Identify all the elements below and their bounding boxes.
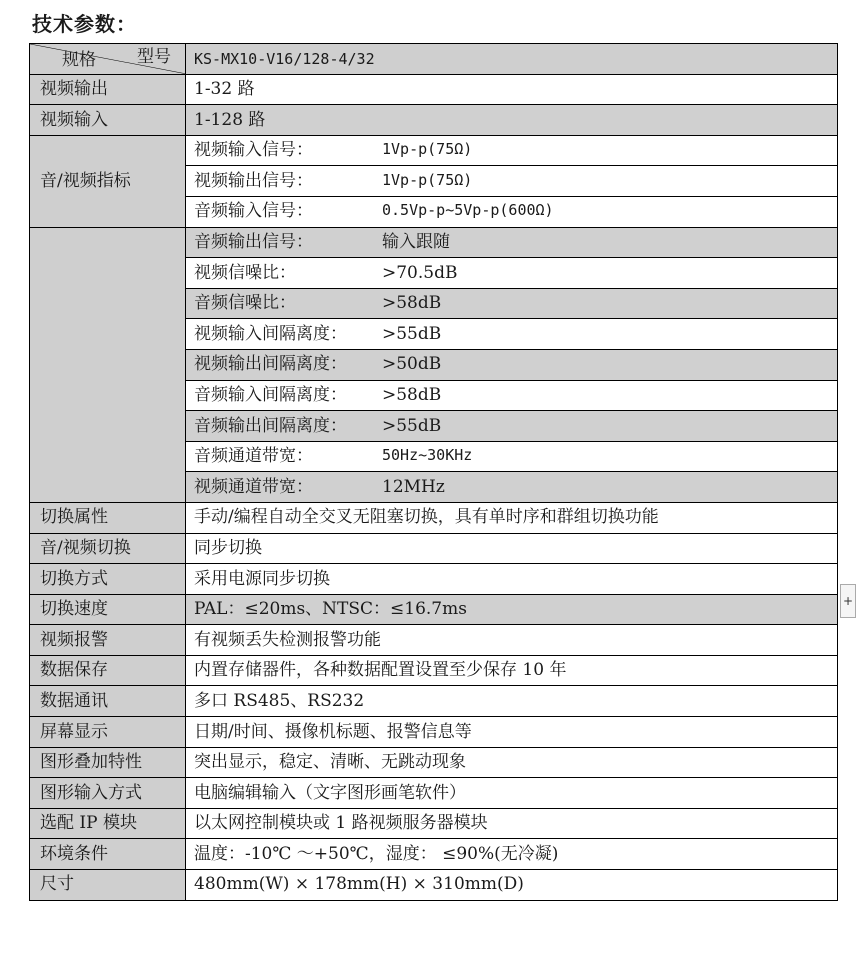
row-value: 同步切换 <box>186 533 838 564</box>
row-label: 切换方式 <box>30 564 186 595</box>
sub-value: 1Vp-p(75Ω) <box>382 170 473 189</box>
table-row <box>30 105 838 136</box>
sub-label: 音频输出间隔离度： <box>194 415 347 436</box>
table-row <box>30 533 838 564</box>
header-spec-label: 规格 <box>62 49 96 70</box>
av-group-label: 音/视频指标 <box>30 135 186 227</box>
sub-label: 视频输入间隔离度： <box>194 323 347 344</box>
row-value: 以太网控制模块或 1 路视频服务器模块 <box>186 808 838 839</box>
section-title: 技术参数： <box>32 12 137 36</box>
row-label: 视频报警 <box>30 625 186 656</box>
sub-row <box>186 411 838 442</box>
row-label: 选配 IP 模块 <box>30 808 186 839</box>
table-row <box>30 808 838 839</box>
sub-value: 12MHz <box>382 476 445 497</box>
row-value: 1-128 路 <box>186 105 838 136</box>
sub-label: 音频输出信号： <box>194 232 313 253</box>
sub-row <box>186 349 838 380</box>
row-value: 内置存储器件，各种数据配置设置至少保存 10 年 <box>186 655 838 686</box>
sub-label: 视频信噪比： <box>194 262 296 283</box>
header-model-label: 型号 <box>137 47 171 67</box>
sub-value: >55dB <box>382 415 442 436</box>
sub-label: 视频输出信号： <box>194 170 313 191</box>
sub-label: 音频信噪比： <box>194 293 296 314</box>
sub-label: 音频输入间隔离度： <box>194 384 347 405</box>
sub-value: 50Hz~30KHz <box>382 446 473 465</box>
row-label: 切换属性 <box>30 502 186 533</box>
row-label: 视频输出 <box>30 74 186 105</box>
row-value: 突出显示，稳定、清晰、无跳动现象 <box>186 747 838 778</box>
table-row <box>30 135 838 166</box>
sub-label: 视频通道带宽： <box>194 476 313 497</box>
sub-value: >50dB <box>382 354 442 375</box>
sub-row <box>186 227 838 258</box>
table-row <box>30 502 838 533</box>
row-label: 音/视频切换 <box>30 533 186 564</box>
table-row <box>30 747 838 778</box>
row-value: 480mm(W) × 178mm(H) × 310mm(D) <box>186 870 838 901</box>
sub-row <box>186 319 838 350</box>
sub-row <box>186 380 838 411</box>
row-label: 屏幕显示 <box>30 717 186 748</box>
sub-row <box>186 135 838 166</box>
row-value: 电脑编辑输入（文字图形画笔软件） <box>186 778 838 809</box>
row-value: 有视频丢失检测报警功能 <box>186 625 838 656</box>
row-label: 切换速度 <box>30 594 186 625</box>
expand-button[interactable]: + <box>840 584 856 618</box>
row-label: 图形输入方式 <box>30 778 186 809</box>
table-row <box>30 227 838 258</box>
row-label: 数据保存 <box>30 655 186 686</box>
row-label: 视频输入 <box>30 105 186 136</box>
sub-value: 1Vp-p(75Ω) <box>382 140 473 159</box>
table-row <box>30 74 838 105</box>
table-row <box>30 778 838 809</box>
table-row <box>30 625 838 656</box>
diagonal-header-cell <box>30 44 186 75</box>
sub-value: 0.5Vp-p~5Vp-p(600Ω) <box>382 201 554 220</box>
sub-value: 输入跟随 <box>382 232 450 253</box>
sub-row <box>186 441 838 472</box>
row-value: PAL：≤20ms、NTSC：≤16.7ms <box>186 594 838 625</box>
sub-row <box>186 258 838 289</box>
table-row <box>30 655 838 686</box>
row-value: 手动/编程自动全交叉无阻塞切换，具有单时序和群组切换功能 <box>186 502 838 533</box>
sub-label: 视频输入信号： <box>194 140 313 161</box>
header-row <box>30 44 838 75</box>
spec-table <box>29 43 838 901</box>
sub-row <box>186 288 838 319</box>
sub-label: 音频通道带宽： <box>194 446 313 467</box>
sub-value: >58dB <box>382 293 442 314</box>
sub-value: >55dB <box>382 323 442 344</box>
table-row <box>30 686 838 717</box>
sub-row <box>186 472 838 503</box>
row-value: 1-32 路 <box>186 74 838 105</box>
row-value: 多口 RS485、RS232 <box>186 686 838 717</box>
table-row <box>30 564 838 595</box>
row-value: 采用电源同步切换 <box>186 564 838 595</box>
table-row <box>30 870 838 901</box>
sub-value: >70.5dB <box>382 262 458 283</box>
table-row <box>30 594 838 625</box>
row-label: 尺寸 <box>30 870 186 901</box>
sub-label: 音频输入信号： <box>194 201 313 222</box>
sub-value: >58dB <box>382 384 442 405</box>
row-label: 数据通讯 <box>30 686 186 717</box>
row-label: 环境条件 <box>30 839 186 870</box>
model-number: KS-MX10-V16/128-4/32 <box>186 44 838 75</box>
sub-row <box>186 166 838 197</box>
row-value: 温度：-10℃ ～+50℃，湿度： ≤90%(无冷凝) <box>186 839 838 870</box>
sub-label: 视频输出间隔离度： <box>194 354 347 375</box>
sub-row <box>186 196 838 227</box>
row-label: 图形叠加特性 <box>30 747 186 778</box>
table-row <box>30 839 838 870</box>
table-row <box>30 717 838 748</box>
blank-group-cell <box>30 227 186 502</box>
row-value: 日期/时间、摄像机标题、报警信息等 <box>186 717 838 748</box>
